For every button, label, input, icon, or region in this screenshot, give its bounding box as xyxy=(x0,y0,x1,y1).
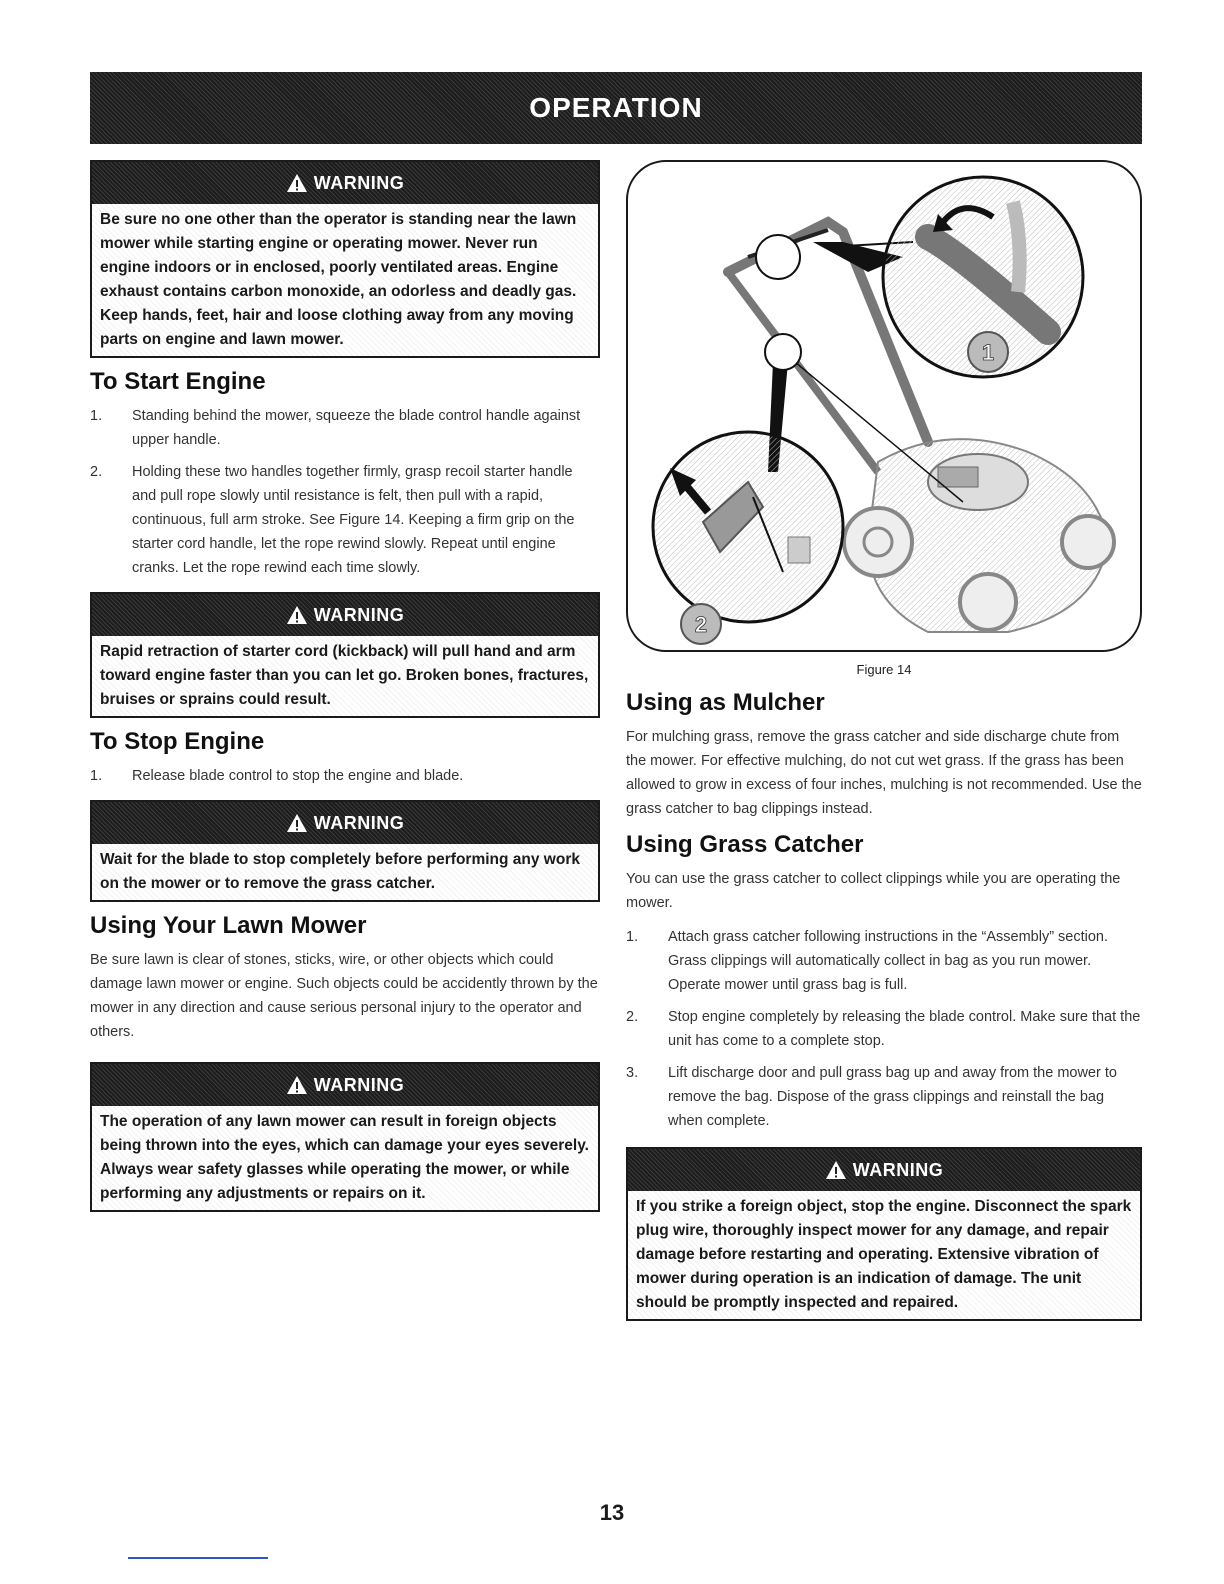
lawn-mower-illustration xyxy=(628,162,1140,650)
warning-label: WARNING xyxy=(852,1159,944,1180)
mulcher-heading: Using as Mulcher xyxy=(626,689,825,716)
footer-rule xyxy=(128,1557,268,1559)
warning-triangle-icon xyxy=(286,813,308,833)
page-number: 13 xyxy=(599,1500,625,1525)
mulcher-text: For mulching grass, remove the grass catcher and side discharge chute from the mower. For effective mulching, do not cut wet grass. If the grass has been allowed to grow in excess of four inches, mulching is not recommended. Use the grass catcher to bag clippings instead. xyxy=(626,729,1142,817)
using-mower-text: Be sure lawn is clear of stones, sticks, wire, or other objects which could damage lawn mower or engine. Such objects could be accidently thrown by the mower in any direction and cause serious personal injury to the operator and others. xyxy=(90,952,598,1040)
grass-catcher-heading: Using Grass Catcher xyxy=(626,831,864,858)
warning-label: WARNING xyxy=(313,812,405,833)
warning-triangle-icon xyxy=(286,605,308,625)
warning-header xyxy=(92,1064,598,1106)
using-mower-heading: Using Your Lawn Mower xyxy=(90,912,367,939)
warning-label: WARNING xyxy=(313,604,405,625)
warning-label: WARNING xyxy=(313,1074,405,1095)
warning-box xyxy=(90,160,600,358)
warning-box xyxy=(90,1062,600,1212)
warning-header xyxy=(92,162,598,204)
figure-14 xyxy=(626,160,1142,652)
warning-box xyxy=(626,1147,1142,1321)
warning-text: Wait for the blade to stop completely before performing any work on the mower or to remove the grass catcher. xyxy=(92,844,598,900)
list-item: 1. Attach grass catcher following instructions in the “Assembly” section. Grass clippings will automatically collect in bag as you run mower. Operate mower until grass bag is full. xyxy=(626,929,1109,993)
list-item: 1. Standing behind the mower, squeeze the blade control handle against upper handle. xyxy=(90,408,581,448)
left-column xyxy=(90,160,600,1222)
stop-engine-steps xyxy=(90,764,600,788)
warning-header xyxy=(92,802,598,844)
warning-triangle-icon xyxy=(286,173,308,193)
list-item: 3. Lift discharge door and pull grass bag up and away from the mower to remove the bag. Dispose of the grass clippings and reinstall the bag when complete. xyxy=(626,1065,1117,1129)
warning-text: Rapid retraction of starter cord (kickback) will pull hand and arm toward engine faster than you can let go. Broken bones, fractures, bruises or sprains could result. xyxy=(92,636,598,716)
list-item: 2. Holding these two handles together firmly, grasp recoil starter handle and pull rope slowly until resistance is felt, then pull with a rapid, continuous, full arm stroke. See Figure 14. Keeping a firm grip on the starter cord handle, let the rope rewind slowly. Repeat until engine cranks. Let the rope rewind each time slowly. xyxy=(90,464,575,576)
figure-caption: Figure 14 xyxy=(856,662,912,677)
callout-2: 2 xyxy=(694,612,708,637)
warning-box xyxy=(90,800,600,902)
warning-text: The operation of any lawn mower can result in foreign objects being thrown into the eyes, which can damage your eyes severely. Always wear safety glasses while operating the mower, or while performing any adjustments or repairs on it. xyxy=(92,1106,598,1210)
list-item: 1. Release blade control to stop the engine and blade. xyxy=(90,768,464,784)
warning-header xyxy=(92,594,598,636)
start-engine-steps xyxy=(90,404,600,580)
page-title: OPERATION xyxy=(529,92,703,123)
grass-catcher-intro: You can use the grass catcher to collect clippings while you are operating the mower. xyxy=(626,871,1121,911)
section-banner xyxy=(90,72,1142,144)
right-column xyxy=(626,160,1142,1331)
warning-label: WARNING xyxy=(313,172,405,193)
grass-catcher-steps xyxy=(626,925,1142,1133)
warning-triangle-icon xyxy=(286,1075,308,1095)
list-item: 2. Stop engine completely by releasing the blade control. Make sure that the unit has come to a complete stop. xyxy=(626,1009,1141,1049)
stop-engine-heading: To Stop Engine xyxy=(90,728,265,755)
warning-triangle-icon xyxy=(825,1160,847,1180)
warning-text: Be sure no one other than the operator is standing near the lawn mower while starting engine or operating mower. Never run engine indoors or in enclosed, poorly ventilated areas. Engine exhaust contains carbon monoxide, an odorless and deadly gas. Keep hands, feet, hair and loose clothing away from any moving parts on engine and lawn mower. xyxy=(92,204,598,356)
warning-text: If you strike a foreign object, stop the engine. Disconnect the spark plug wire, thoroughly inspect mower for any damage, and repair damage before restarting and operating. Extensive vibration of mower during operation is an indication of damage. The unit should be promptly inspected and repaired. xyxy=(628,1191,1140,1319)
warning-box xyxy=(90,592,600,718)
callout-1: 1 xyxy=(981,340,995,365)
start-engine-heading: To Start Engine xyxy=(90,368,266,395)
warning-header xyxy=(628,1149,1140,1191)
